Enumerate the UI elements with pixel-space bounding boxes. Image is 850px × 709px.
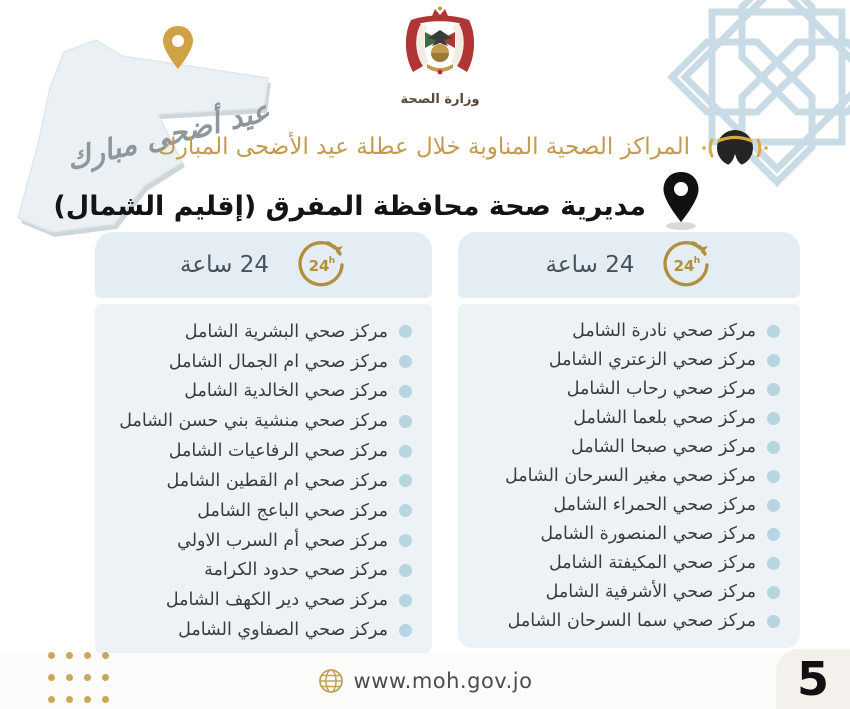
bullet-icon (399, 594, 412, 607)
list-item (470, 611, 780, 631)
health-center-name: مركز صحي الرفاعيات الشامل (168, 441, 388, 462)
list-item (107, 381, 412, 401)
page-number-badge (776, 649, 850, 709)
bullet-icon (767, 441, 780, 454)
list-item (107, 501, 412, 521)
list-item (470, 350, 780, 370)
jordan-coat-of-arms-icon (397, 6, 483, 94)
health-center-name: مركز صحي الزعتري الشامل (548, 350, 756, 370)
list-item (470, 582, 780, 602)
bullet-icon (767, 499, 780, 512)
health-center-name: مركز صحي حدود الكرامة (204, 560, 388, 581)
badge-h: h (694, 256, 701, 266)
panel-right-header (458, 232, 800, 298)
list-item (107, 560, 412, 580)
health-center-name: مركز صحي المنصورة الشامل (540, 524, 756, 544)
bullet-icon (399, 474, 412, 487)
bullet-icon (399, 445, 412, 458)
bullet-icon (767, 383, 780, 396)
list-item (470, 466, 780, 486)
footer (0, 653, 850, 709)
health-center-list-left (95, 304, 432, 658)
duration-label: 24 ساعة (545, 252, 635, 278)
bullet-icon (399, 624, 412, 637)
health-center-name: مركز صحي البشرية الشامل (184, 321, 388, 342)
list-item (107, 441, 412, 461)
health-center-name: مركز صحي دير الكهف الشامل (165, 590, 388, 611)
bullet-icon (399, 504, 412, 517)
bullet-icon (767, 325, 780, 338)
health-center-name: مركز صحي صبحا الشامل (571, 437, 756, 457)
health-center-name: مركز صحي المكيفتة الشامل (549, 553, 756, 573)
health-center-name: مركز صحي سما السرحان الشامل (507, 611, 756, 631)
health-center-name: مركز صحي ام الجمال الشامل (168, 351, 388, 372)
eid-calligraphy: عيد أضحى مبارك (62, 93, 274, 177)
list-item (107, 322, 412, 342)
health-center-name: مركز صحي منشية بني حسن الشامل (119, 411, 388, 432)
list-item (107, 352, 412, 372)
health-center-name: مركز صحي الصفاوي الشامل (178, 620, 388, 641)
bullet-icon (767, 470, 780, 483)
bullet-icon (399, 325, 412, 338)
bullet-icon (399, 355, 412, 368)
list-item (470, 553, 780, 573)
bullet-icon (399, 534, 412, 547)
health-center-name: مركز صحي أم السرب الاولي (177, 530, 388, 551)
badge-24: 24 (674, 257, 695, 275)
kaaba-icon (700, 124, 770, 170)
list-item (107, 620, 412, 640)
list-item (470, 379, 780, 399)
globe-icon (318, 668, 344, 694)
list-item (107, 411, 412, 431)
health-center-name: مركز صحي نادرة الشامل (572, 321, 756, 341)
health-center-name: مركز صحي رحاب الشامل (566, 379, 756, 399)
health-center-list-right (458, 304, 800, 648)
24h-clock-icon (660, 239, 712, 291)
bullet-icon (767, 586, 780, 599)
bullet-icon (399, 385, 412, 398)
dots-decoration (48, 652, 109, 703)
list-item (107, 531, 412, 551)
list-item (470, 321, 780, 341)
directorate-title: مديرية صحة محافظة المفرق (إقليم الشمال) (53, 190, 646, 222)
website-url[interactable]: www.moh.gov.jo (353, 669, 533, 693)
location-pin-icon (660, 170, 702, 232)
page-number: 5 (797, 652, 830, 706)
bullet-icon (399, 564, 412, 577)
list-item (107, 471, 412, 491)
bullet-icon (767, 615, 780, 628)
list-item (107, 590, 412, 610)
ministry-crest (394, 6, 486, 107)
duration-label: 24 ساعة (180, 252, 269, 278)
health-center-name: مركز صحي بلعما الشامل (573, 408, 756, 428)
bullet-icon (399, 415, 412, 428)
ministry-name: وزارة الصحة (400, 92, 480, 107)
list-item (470, 408, 780, 428)
page-title: المراكز الصحية المناوبة خلال عطلة عيد الأضحى المبارك (157, 134, 690, 160)
bullet-icon (767, 557, 780, 570)
subtitle-row (53, 170, 702, 232)
badge-h: h (328, 256, 336, 266)
health-center-name: مركز صحي الباعج الشامل (197, 500, 388, 521)
bullet-icon (767, 354, 780, 367)
list-item (470, 437, 780, 457)
health-center-name: مركز صحي الحمراء الشامل (553, 495, 756, 515)
health-center-name: مركز صحي ام القطين الشامل (166, 470, 388, 491)
bullet-icon (767, 412, 780, 425)
list-item (470, 495, 780, 515)
health-center-name: مركز صحي الخالدية الشامل (184, 381, 388, 402)
health-center-name: مركز صحي مغير السرحان الشامل (505, 466, 756, 486)
main-title-row (158, 124, 770, 170)
bullet-icon (767, 528, 780, 541)
health-center-name: مركز صحي الأشرفية الشامل (545, 582, 756, 602)
panel-left-header (95, 232, 432, 298)
badge-24: 24 (308, 257, 330, 275)
24h-clock-icon (295, 239, 347, 291)
list-item (470, 524, 780, 544)
